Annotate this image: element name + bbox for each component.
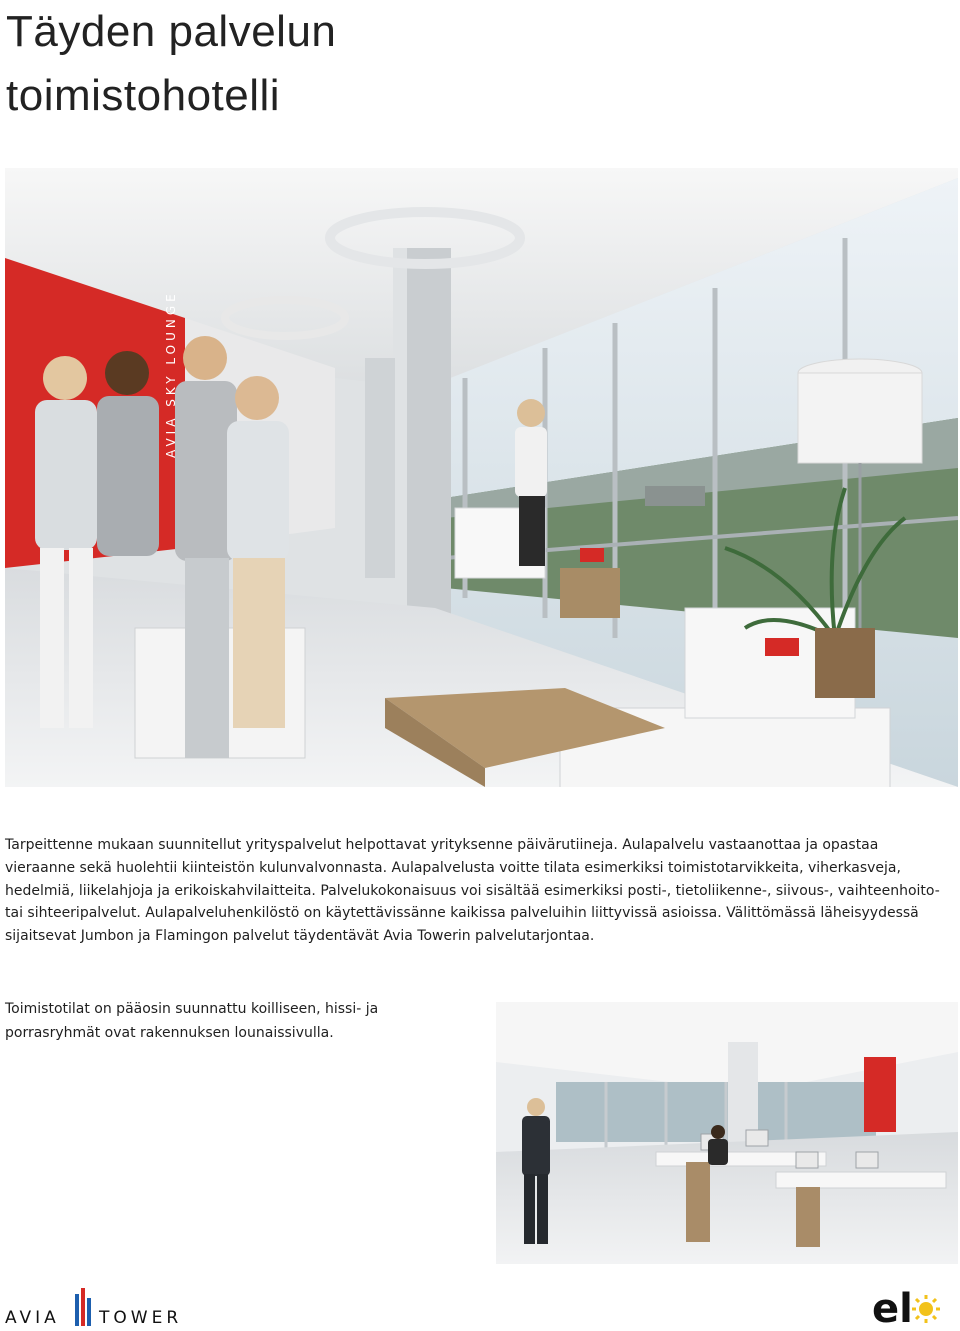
page-title-line-2: toimistohotelli [6,71,281,120]
elo-logo-text: el [872,1286,913,1328]
tower-mark-icon [73,1288,93,1328]
elo-logo [872,1282,942,1328]
open-office-image [496,1002,958,1264]
services-paragraph: Tarpeittenne mukaan suunnitellut yrityspalvelut helpottavat yrityksenne päivärutiineja. Aulapalvelu vastaanottaa ja opastaa vieraanne sekä huolehtii kiinteistön kulunvalvonnasta. Aulapalvelusta voitte tilata esimerkiksi toimistotarvikkeita, viherkasveja, hedelmiä, liikelahjoja ja erikoiskahvilaitteita. Palvelukokonaisuus voi sisältää esimerkiksi posti-, tietoliikenne-, siivous-, vaihteenhoito- tai sihteeripalvelut. Aulapalveluhenkilöstö on käytettävissänne kaikissa palveluihin liittyvissä asioissa. Välittömässä läheisyydessä sijaitsevat Jumbon ja Flamingon palvelut täydentävät Avia Towerin palvelutarjontaa. [5,837,940,945]
logo-tower-word: TOWER [99,1308,183,1328]
avia-tower-logo [5,1288,195,1328]
orientation-paragraph: Toimistotilat on pääosin suunnattu koilliseen, hissi- ja porrasryhmät ovat rakennuksen lounaissivulla. [5,1001,379,1041]
page-title [6,0,606,128]
sky-lounge-image [5,168,958,787]
logo-avia-word: AVIA [5,1308,60,1328]
page-title-line-1: Täyden palvelun [6,7,337,56]
sun-icon [912,1295,940,1323]
sky-lounge-sign: AVIA SKY LOUNGE [164,290,178,458]
